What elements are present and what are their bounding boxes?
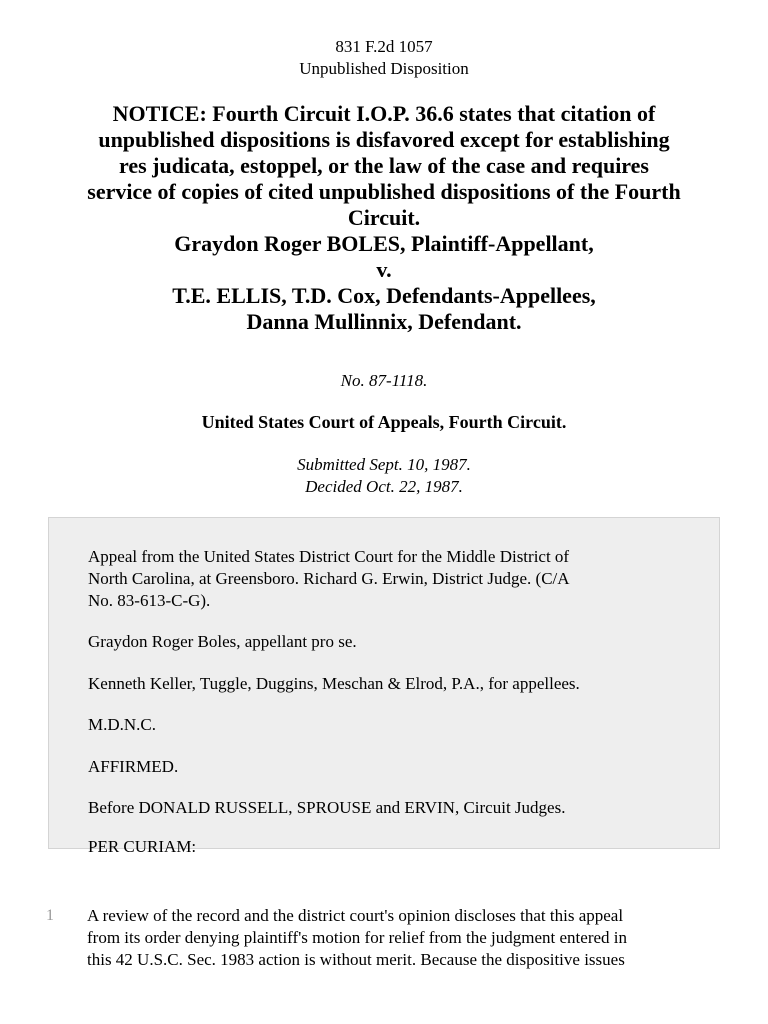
per-curiam-line: PER CURIAM: xyxy=(88,837,197,856)
notice-line: res judicata, estoppel, or the law of the case and requires xyxy=(118,153,649,178)
opinion-line: from its order denying plaintiff's motion for relief from the judgment entered in xyxy=(87,928,627,947)
case-info-box xyxy=(48,517,720,856)
court-name: United States Court of Appeals, Fourth Circuit. xyxy=(201,412,567,432)
appeal-line: No. 83-613-C-G). xyxy=(88,591,211,610)
notice-line: unpublished dispositions is disfavored except for establishing xyxy=(98,127,670,152)
appeal-line: Appeal from the United States District Court for the Middle District of xyxy=(88,547,570,566)
appellees-counsel-line: Kenneth Keller, Tuggle, Duggins, Meschan & Elrod, P.A., for appellees. xyxy=(88,674,580,693)
panel-line: Before DONALD RUSSELL, SPROUSE and ERVIN, Circuit Judges. xyxy=(88,798,566,817)
opinion-line: A review of the record and the district court's opinion discloses that this appeal xyxy=(87,906,624,925)
party-line: Graydon Roger BOLES, Plaintiff-Appellant, xyxy=(174,231,594,256)
paragraph-text xyxy=(87,905,727,971)
paragraph-number: 1 xyxy=(46,907,54,924)
appellant-line: Graydon Roger Boles, appellant pro se. xyxy=(88,632,357,651)
party-line: T.E. ELLIS, T.D. Cox, Defendants-Appellees, xyxy=(172,283,596,308)
notice-line: NOTICE: Fourth Circuit I.O.P. 36.6 states that citation of xyxy=(112,101,656,126)
appeal-line: North Carolina, at Greensboro. Richard G. Erwin, District Judge. (C/A xyxy=(88,569,570,588)
notice-line: service of copies of cited unpublished dispositions of the Fourth xyxy=(87,179,681,204)
district-line: M.D.N.C. xyxy=(88,715,157,734)
party-line: Danna Mullinnix, Defendant. xyxy=(246,309,522,334)
disposition-label: Unpublished Disposition xyxy=(299,59,469,78)
party-line: v. xyxy=(376,257,392,282)
appeal-paragraph xyxy=(88,546,678,612)
case-header xyxy=(0,36,768,80)
submitted-date: Submitted Sept. 10, 1987. xyxy=(297,455,471,474)
case-dates xyxy=(0,454,768,498)
opinion-line: this 42 U.S.C. Sec. 1983 action is without merit. Because the dispositive issues xyxy=(87,950,625,969)
case-title xyxy=(30,101,738,335)
docket-number: No. 87-1118. xyxy=(340,371,428,390)
result-line: AFFIRMED. xyxy=(88,757,179,776)
case-citation: 831 F.2d 1057 xyxy=(335,37,433,56)
decided-date: Decided Oct. 22, 1987. xyxy=(305,477,463,496)
notice-line: Circuit. xyxy=(347,205,421,230)
